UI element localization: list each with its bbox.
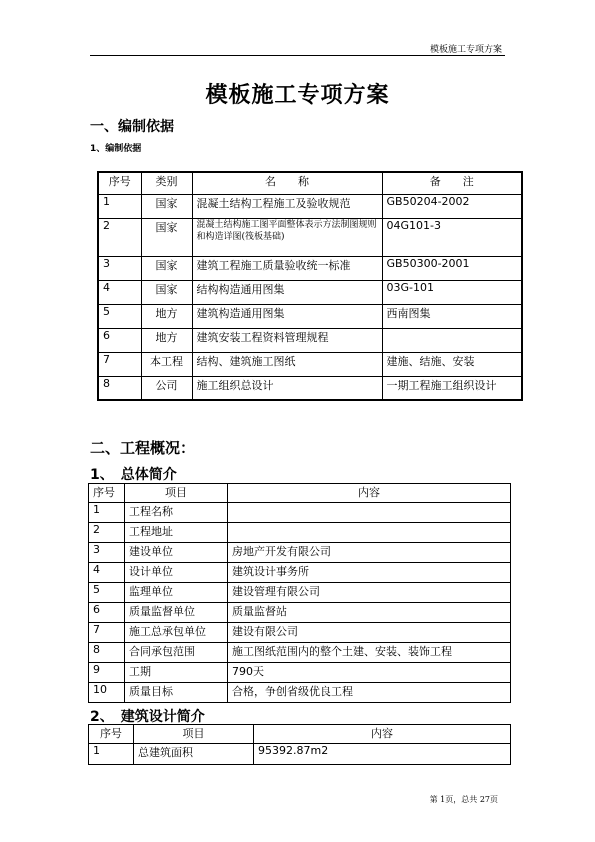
cell: 工程名称 — [125, 503, 228, 523]
subsection-heading-basis: 1、编制依据 — [90, 144, 142, 154]
cell: 国家 — [141, 256, 192, 280]
cell: 建筑设计事务所 — [228, 563, 511, 583]
cell: 结构构造通用图集 — [192, 280, 382, 304]
cell: 8 — [98, 376, 141, 400]
basis-table — [97, 171, 523, 401]
cell: 04G101-3 — [382, 218, 522, 256]
cell: 施工总承包单位 — [125, 623, 228, 643]
cell: 1 — [89, 744, 134, 765]
cell: 3 — [89, 543, 125, 563]
table-row — [98, 352, 522, 376]
header-cell: 内容 — [254, 725, 511, 744]
cell: 国家 — [141, 280, 192, 304]
architecture-table — [88, 724, 511, 765]
cell: 施工组织总设计 — [192, 376, 382, 400]
cell: 合格，争创省级优良工程 — [228, 683, 511, 703]
document-title: 模板施工专项方案 — [205, 82, 390, 108]
header-cell: 序号 — [98, 172, 141, 194]
cell: 3 — [98, 256, 141, 280]
cell: 混凝土结构工程施工及验收规范 — [192, 194, 382, 218]
section-heading-basis: 一、编制依据 — [90, 119, 174, 135]
page-footer: 第 1页，总共 27页 — [429, 795, 498, 804]
cell: 1 — [98, 194, 141, 218]
cell: 建设管理有限公司 — [228, 583, 511, 603]
table-row — [98, 218, 522, 256]
table-row — [89, 563, 511, 583]
cell: 建筑工程施工质量验收统一标准 — [192, 256, 382, 280]
cell: 地方 — [141, 328, 192, 352]
cell: 03G-101 — [382, 280, 522, 304]
general-info-table — [88, 483, 511, 703]
header-cell: 内容 — [228, 484, 511, 503]
cell: 8 — [89, 643, 125, 663]
cell: 房地产开发有限公司 — [228, 543, 511, 563]
table-header-row — [98, 172, 522, 194]
cell: 5 — [89, 583, 125, 603]
section-heading-overview: 二、工程概况： — [90, 439, 196, 457]
cell: 混凝土结构施工图平面整体表示方法制图规则和构造详图(筏板基础) — [192, 218, 382, 256]
cell: 质量监督站 — [228, 603, 511, 623]
table-header-row — [89, 484, 511, 503]
cell: 6 — [98, 328, 141, 352]
cell: 工期 — [125, 663, 228, 683]
cell: 1 — [89, 503, 125, 523]
table-row — [98, 376, 522, 400]
cell: 一期工程施工组织设计 — [382, 376, 522, 400]
table-row — [89, 583, 511, 603]
cell: 10 — [89, 683, 125, 703]
header-rule — [90, 55, 505, 56]
table-row — [89, 543, 511, 563]
header-cell: 备 注 — [382, 172, 522, 194]
cell: 建设有限公司 — [228, 623, 511, 643]
cell — [228, 523, 511, 543]
header-cell: 项目 — [134, 725, 254, 744]
table-row — [89, 744, 511, 765]
subsection-heading-architecture: 2、 建筑设计简介 — [90, 709, 205, 725]
header-cell: 项目 — [125, 484, 228, 503]
cell: 施工图纸范围内的整个土建、安装、装饰工程 — [228, 643, 511, 663]
table-row — [98, 304, 522, 328]
cell: 790天 — [228, 663, 511, 683]
table-row — [89, 663, 511, 683]
cell: 7 — [98, 352, 141, 376]
cell: 总建筑面积 — [134, 744, 254, 765]
cell: 质量监督单位 — [125, 603, 228, 623]
table-row — [89, 503, 511, 523]
table-row — [89, 683, 511, 703]
cell: 7 — [89, 623, 125, 643]
cell: 4 — [89, 563, 125, 583]
cell: 西南图集 — [382, 304, 522, 328]
cell — [382, 328, 522, 352]
table-row — [89, 523, 511, 543]
table-row — [89, 643, 511, 663]
cell: 国家 — [141, 218, 192, 256]
cell: 本工程 — [141, 352, 192, 376]
table-row — [98, 256, 522, 280]
cell: 工程地址 — [125, 523, 228, 543]
header-cell: 序号 — [89, 725, 134, 744]
cell: 建设单位 — [125, 543, 228, 563]
header-cell: 类别 — [141, 172, 192, 194]
cell: 5 — [98, 304, 141, 328]
cell: 2 — [98, 218, 141, 256]
cell: 监理单位 — [125, 583, 228, 603]
cell: 国家 — [141, 194, 192, 218]
cell: GB50300-2001 — [382, 256, 522, 280]
cell: 95392.87m2 — [254, 744, 511, 765]
table-row — [89, 603, 511, 623]
header-cell: 名 称 — [192, 172, 382, 194]
cell: 建筑安装工程资料管理规程 — [192, 328, 382, 352]
cell: 4 — [98, 280, 141, 304]
cell: 建筑构造通用图集 — [192, 304, 382, 328]
table-row — [98, 194, 522, 218]
cell: 设计单位 — [125, 563, 228, 583]
cell: 合同承包范围 — [125, 643, 228, 663]
cell: GB50204-2002 — [382, 194, 522, 218]
cell: 地方 — [141, 304, 192, 328]
subsection-heading-general: 1、 总体简介 — [90, 467, 177, 483]
page-header: 模板施工专项方案 — [429, 45, 502, 55]
table-row — [98, 328, 522, 352]
header-cell: 序号 — [89, 484, 125, 503]
cell: 质量目标 — [125, 683, 228, 703]
table-row — [89, 623, 511, 643]
cell: 9 — [89, 663, 125, 683]
cell: 6 — [89, 603, 125, 623]
cell: 结构、建筑施工图纸 — [192, 352, 382, 376]
table-row — [98, 280, 522, 304]
table-header-row — [89, 725, 511, 744]
cell: 建施、结施、安装 — [382, 352, 522, 376]
cell — [228, 503, 511, 523]
cell: 2 — [89, 523, 125, 543]
cell: 公司 — [141, 376, 192, 400]
